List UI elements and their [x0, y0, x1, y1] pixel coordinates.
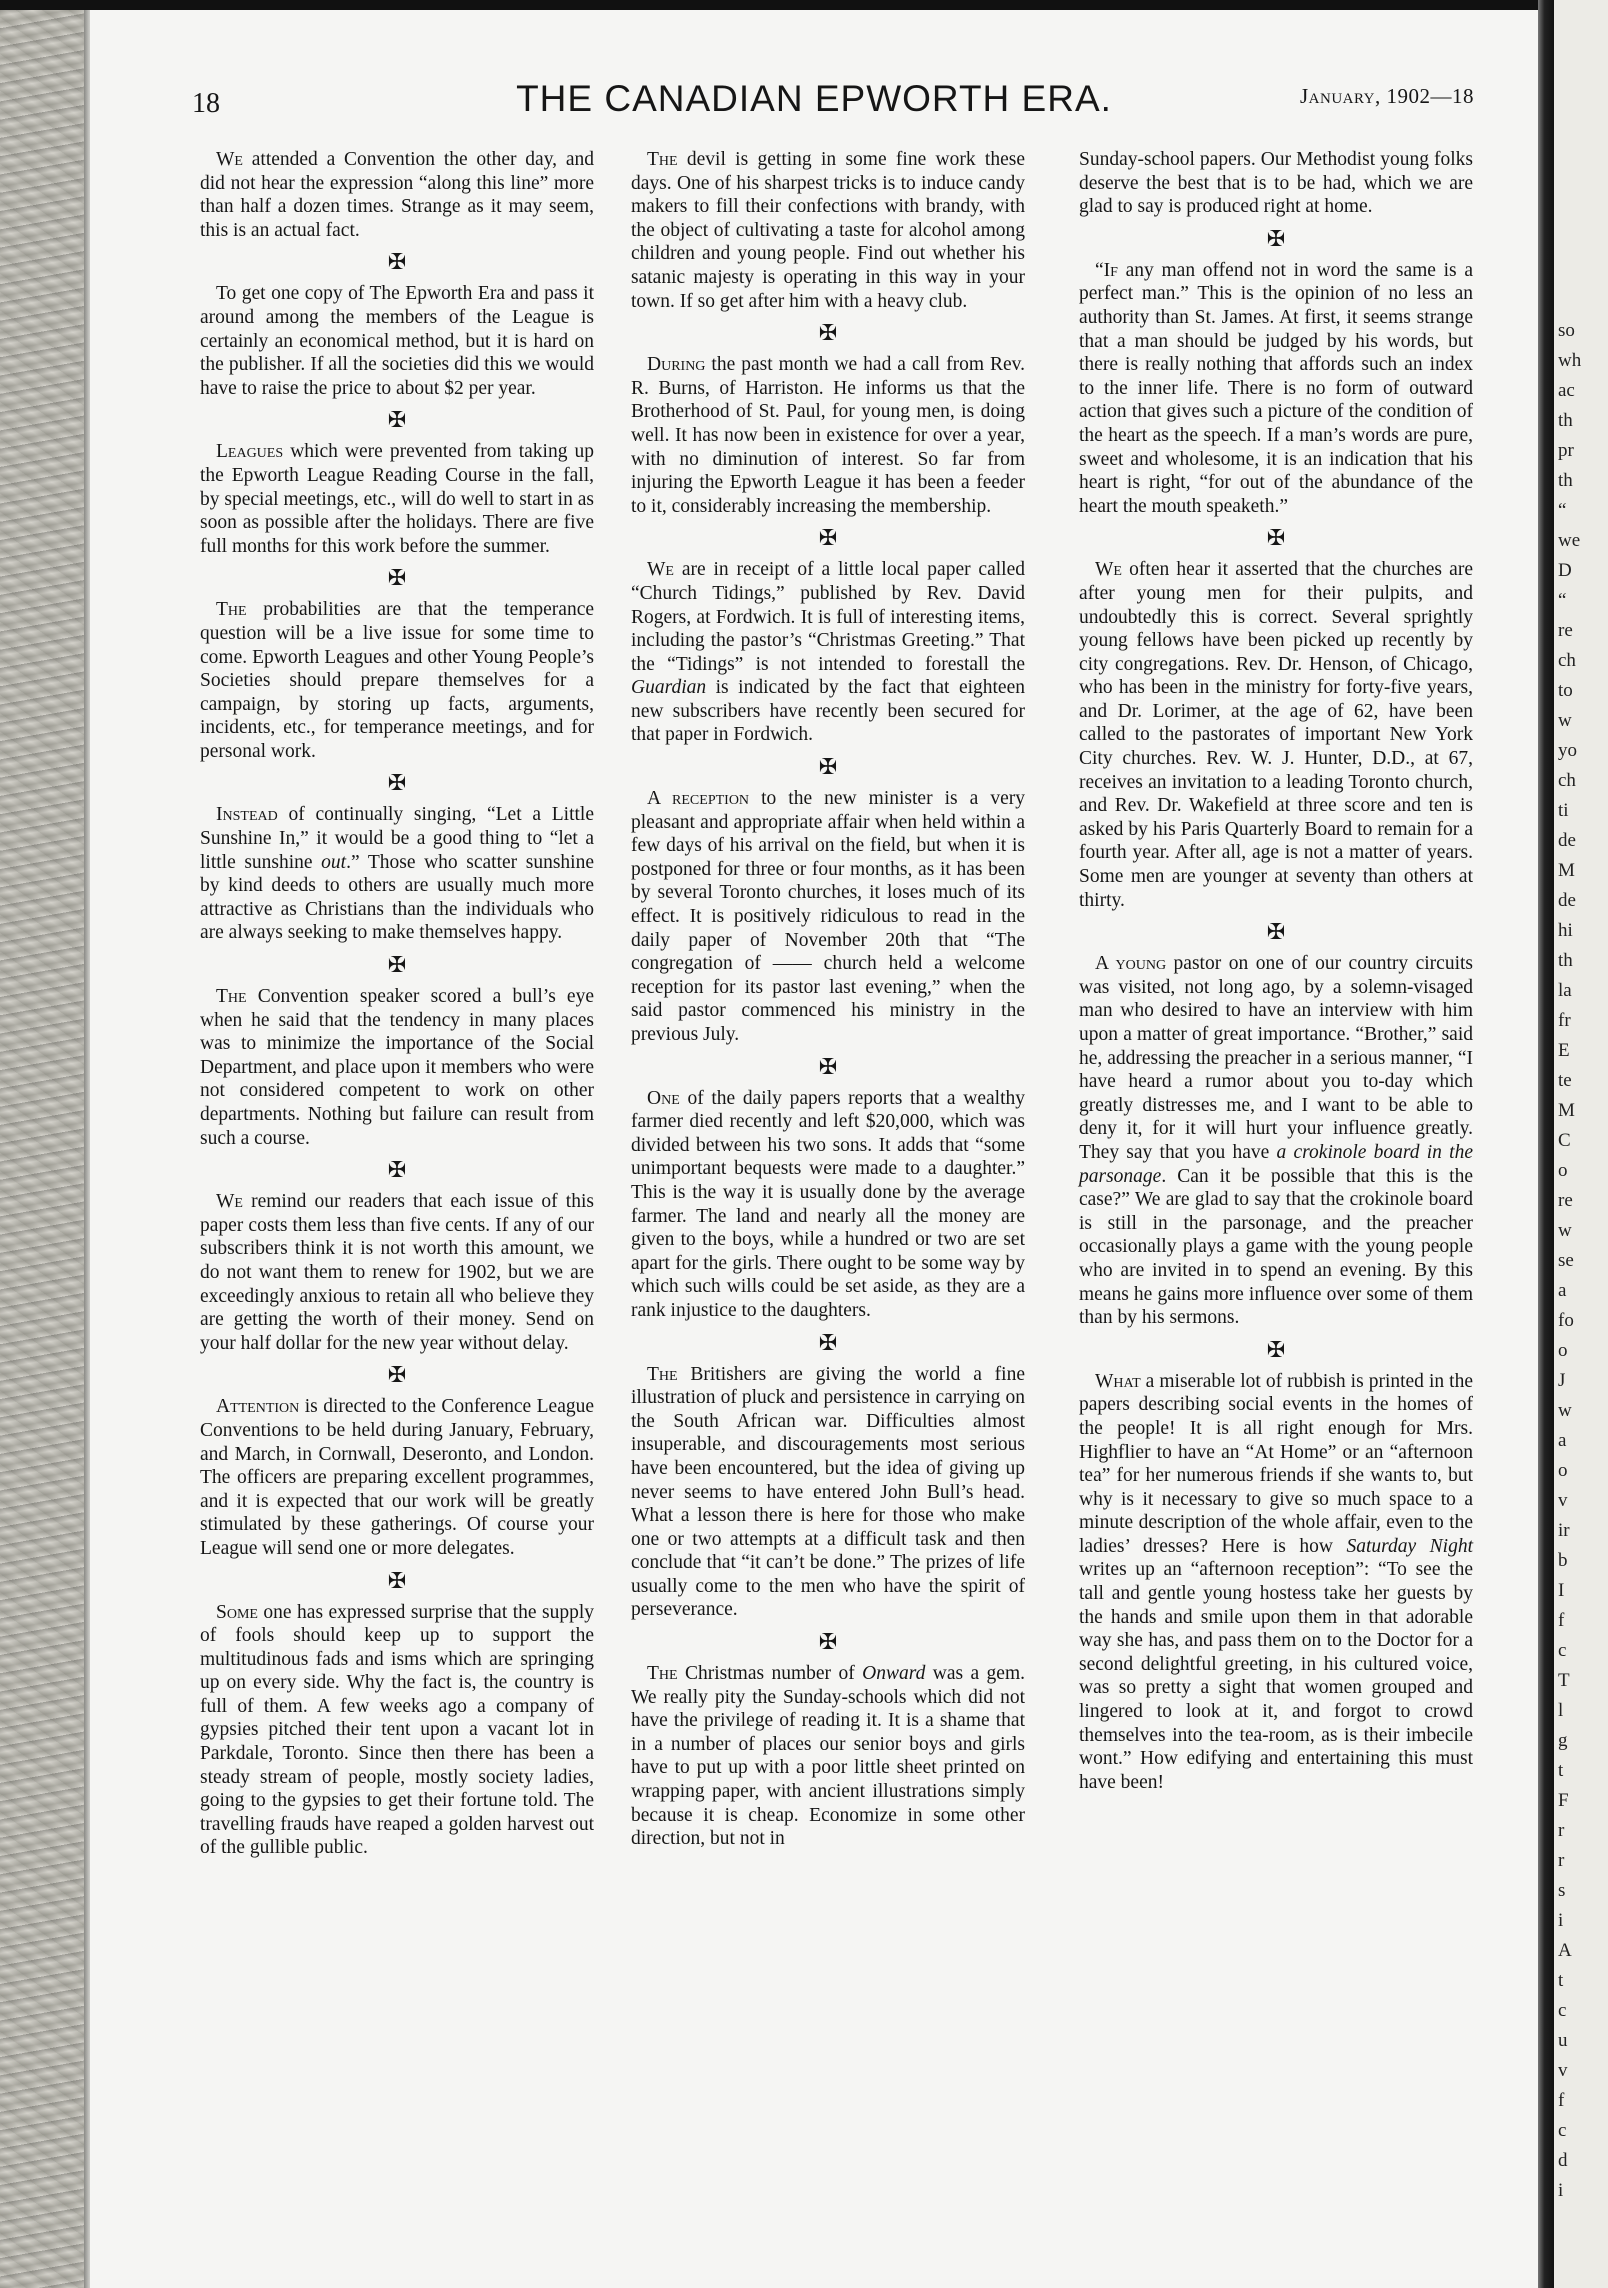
facing-page-text-fragment: we — [1558, 530, 1581, 551]
facing-page-text-fragment: la — [1558, 980, 1572, 1001]
facing-page-text-fragment: re — [1558, 1190, 1573, 1211]
facing-page-text-fragment: “ — [1558, 500, 1567, 521]
paragraph-lead-word: One — [647, 1087, 680, 1109]
paragraph-body: Sunday-school papers. Our Methodist young folks deserve the best that is to be had, which we are glad to say is produced right at home. — [1079, 149, 1473, 218]
newspaper-page — [90, 10, 1538, 2288]
paragraph-lead-word: We — [647, 559, 674, 581]
paragraph-body: is directed to the Conference League Conventions to be held during January, February, and March, in Cornwall, Deseronto, and London. The officers are preparing excellent programmes, and it is expected that our work will be greatly stimulated by these gatherings. Of course your League will send one or more delegates. — [200, 1396, 594, 1559]
facing-page-text-fragment: fo — [1558, 1310, 1574, 1331]
adjacent-page-strip-left — [0, 10, 84, 2288]
article-paragraph — [200, 148, 594, 242]
facing-page-text-fragment: th — [1558, 410, 1573, 431]
paragraph-lead-word: What — [1095, 1370, 1141, 1392]
paragraph-body: To get one copy of The Epworth Era and pass it around among the members of the League is certainly an economical method, but it is hard on the publisher. If all the societies did this we would have to raise the price to about $2 per year. — [200, 283, 594, 399]
article-paragraph — [200, 985, 594, 1150]
facing-page-text-fragment: l — [1558, 1700, 1564, 1721]
section-ornament: ✠ — [387, 770, 407, 796]
facing-page-text-fragment: g — [1558, 1730, 1568, 1751]
facing-page-text-fragment: te — [1558, 1070, 1572, 1091]
paragraph-body: pastor on one of our country circuits was visited, not long ago, by a solemn-visaged man who desired to have an interview with him upon a matter of great importance. “Brother,” said he, addressing the preacher in a serious manner, “I have heard a rumor about you to-day which greatly distresses me, and I want to be able to deny it, for it will hurt your influence greatly. They say that you have a crokinole board in the parsonage. Can it be possible that this is the case?” We are glad to say that the crokinole board is still in the parsonage, and the preacher occasionally plays a game with the young people who are invited in to spend an evening. By this means he gains more influence over some of them than by his sermons. — [1079, 953, 1474, 1329]
paragraph-body: attended a Convention the other day, and did not hear the expression “along this line” more than half a dozen times. Strange as it may seem, this is an actual fact. — [200, 149, 594, 241]
section-ornament: ✠ — [818, 1629, 838, 1655]
facing-page-text-fragment: w — [1558, 710, 1572, 731]
issue-dateline: January, 1902—18 — [1300, 84, 1475, 108]
facing-page-text-fragment: b — [1558, 1550, 1568, 1571]
facing-page-text-fragment: C — [1558, 1130, 1571, 1151]
facing-page-text-fragment: pr — [1558, 440, 1574, 461]
facing-page-text-fragment: to — [1558, 680, 1573, 701]
paragraph-body: a miserable lot of rubbish is printed in the papers describing social events in the homes of the people! It is all right enough for Mrs. Highflier to have an “At Home” or an “afternoon tea” for her numerous friends if she wants to, but why is it necessary to give so much space to a minute description of the whole affair, even to the ladies’ dresses? Here is how Saturday Night writes up an “afternoon reception”: “To see the tall and gentle young hostess take her guests by the hands and smile upon them in that adorable way she has, and pass them on to the Doctor for a second delightful greeting, in his cultured voice, was so pretty a sight that women grouped and lingered to look at it, and forgot to crowd themselves into the tea-room, as is their imbecile wont.” How edifying and entertaining this must have been! — [1079, 1370, 1473, 1793]
paragraph-body: remind our readers that each issue of this paper costs them less than five cents. If any of our subscribers think it is not worth this amount, we do not want them to renew for 1902, but we are exceedingly anxious to retain all who believe they are getting the worth of their money. Send on your half dollar for the new year without delay. — [200, 1191, 594, 1354]
text-column-3 — [1079, 148, 1473, 1794]
facing-page-text-fragment: i — [1558, 1910, 1564, 1931]
facing-page-text-fragment: ac — [1558, 380, 1575, 401]
facing-page-text-fragment: c — [1558, 1640, 1567, 1661]
paragraph-lead-word: Some — [216, 1601, 258, 1623]
facing-page-text-fragment: se — [1558, 1250, 1574, 1271]
facing-page-text-fragment: M — [1558, 1100, 1575, 1121]
paragraph-lead-word: Instead — [216, 804, 278, 826]
article-paragraph — [1079, 148, 1473, 219]
scan-border-top — [0, 0, 1608, 10]
paragraph-body: Christmas number of Onward was a gem. We really pity the Sunday-schools which did not have the privilege of reading it. It is a shame that in a number of places our senior boys and girls have to put up with a poor little sheet printed on wrapping paper, with ancient illustrations simply because it is cheap. Economize in some other direction, but not in — [631, 1663, 1025, 1850]
section-ornament: ✠ — [387, 407, 407, 433]
facing-page-text-fragment: ti — [1558, 800, 1569, 821]
facing-page-text-fragment: u — [1558, 2030, 1568, 2051]
paragraph-body: probabilities are that the temperance question will be a live issue for some time to come. Epworth Leagues and other Young People’s Societies should prepare themselves for a campaign, by storing up facts, arguments, incidents, etc., for temperance meetings, and for personal work. — [200, 599, 594, 762]
facing-page-text-fragment: ch — [1558, 770, 1576, 791]
paragraph-lead-word: We — [216, 149, 243, 170]
paragraph-body: Britishers are giving the world a fine illustration of pluck and persistence in carrying on the South African war. Difficulties almost insuperable, and discouragements most serious have been encountered, but the idea of giving up never seems to have entered John Bull’s head. What a lesson there is here for those who make one or two attempts at a difficult task and then conclude that “it can’t be done.” The prizes of life usually come to the men who have the spirit of perseverance. — [631, 1363, 1025, 1621]
section-ornament: ✠ — [387, 565, 407, 591]
article-paragraph — [631, 1662, 1025, 1851]
section-ornament: ✠ — [818, 754, 838, 780]
section-ornament: ✠ — [818, 320, 838, 346]
text-column-1 — [200, 148, 594, 1860]
section-ornament: ✠ — [1266, 919, 1286, 945]
section-ornament: ✠ — [1266, 1336, 1286, 1362]
section-ornament: ✠ — [1266, 525, 1286, 551]
paragraph-lead-word: “If — [1095, 259, 1118, 281]
facing-page-text-fragment: d — [1558, 2150, 1568, 2171]
facing-page-text-fragment: o — [1558, 1160, 1568, 1181]
facing-page-text-fragment: re — [1558, 620, 1573, 641]
article-paragraph — [631, 787, 1025, 1047]
facing-page-text-fragment: de — [1558, 890, 1576, 911]
facing-page-text-fragment: o — [1558, 1460, 1568, 1481]
article-paragraph — [200, 1601, 594, 1861]
page-number: 18 — [192, 88, 220, 119]
article-paragraph — [200, 598, 594, 763]
facing-page-text-fragment: a — [1558, 1280, 1567, 1301]
facing-page-text-fragment: w — [1558, 1400, 1572, 1421]
facing-page-text-fragment: f — [1558, 1610, 1565, 1631]
facing-page-text-fragment: F — [1558, 1790, 1569, 1811]
facing-page-text-fragment: A — [1558, 1940, 1572, 1961]
facing-page-text-fragment: t — [1558, 1970, 1564, 1991]
paragraph-lead-word: We — [1095, 559, 1122, 581]
section-ornament: ✠ — [818, 1053, 838, 1079]
article-paragraph — [631, 1363, 1025, 1623]
facing-page-text-fragment: s — [1558, 1880, 1566, 1901]
facing-page-text-fragment: f — [1558, 2090, 1565, 2111]
paragraph-body: are in receipt of a little local paper called “Church Tidings,” published by Rev. David Rogers, at Fordwich. It is full of interesting items, including the pastor’s “Christmas Greeting.” That the “Tidings” is not intended to forestall the Guardian is indicated by the fact that eighteen new subscribers have recently been secured for that paper in Fordwich. — [631, 559, 1025, 746]
facing-page-text-fragment: c — [1558, 2000, 1567, 2021]
facing-page-text-fragment: w — [1558, 1220, 1572, 1241]
article-paragraph — [200, 440, 594, 558]
facing-page-text-fragment: I — [1558, 1580, 1565, 1601]
paragraph-lead-word: The — [647, 149, 678, 170]
text-column-2 — [631, 148, 1025, 1851]
article-paragraph — [200, 1190, 594, 1355]
facing-page-fragment — [1554, 0, 1608, 2288]
masthead-title: THE CANADIAN EPWORTH ERA. — [516, 78, 1112, 119]
section-ornament: ✠ — [387, 1157, 407, 1183]
paragraph-lead-word: The — [647, 1663, 678, 1685]
paragraph-lead-word: We — [216, 1191, 243, 1213]
paragraph-lead-word: A reception — [647, 788, 750, 810]
paragraph-body: Convention speaker scored a bull’s eye when he said that the tendency in many places was to minimize the importance of the Social Department, and place upon it members who were not considered competent to work on other departments. Nothing but failure can result from such a course. — [200, 986, 594, 1149]
facing-page-text-fragment: T — [1558, 1670, 1570, 1691]
article-paragraph — [631, 1087, 1025, 1323]
paragraph-lead-word: Attention — [216, 1396, 300, 1418]
facing-page-text-fragment: D — [1558, 560, 1572, 581]
article-paragraph — [631, 353, 1025, 518]
section-ornament: ✠ — [818, 1329, 838, 1355]
facing-page-text-fragment: t — [1558, 1760, 1564, 1781]
paragraph-lead-word: The — [216, 986, 247, 1008]
facing-page-text-fragment: fr — [1558, 1010, 1571, 1031]
paragraph-body: to the new minister is a very pleasant and appropriate affair when held within a few days of his arrival on the field, but when it is postponed for three or four months, as it has been by several Toronto churches, it loses much of its effect. It is positively ridiculous to read in the daily paper of November 20th that “The congregation of —— church held a welcome reception for its pastor last evening,” when the said pastor commenced his ministry in the previous July. — [631, 788, 1025, 1045]
facing-page-text-fragment: r — [1558, 1850, 1565, 1871]
paragraph-lead-word: The — [647, 1363, 678, 1385]
paragraph-lead-word: Leagues — [216, 441, 284, 463]
article-paragraph — [631, 558, 1025, 747]
facing-page-text-fragment: E — [1558, 1040, 1570, 1061]
article-paragraph — [631, 148, 1025, 313]
facing-page-text-fragment: a — [1558, 1430, 1567, 1451]
facing-page-text-fragment: M — [1558, 860, 1575, 881]
binding-gutter — [1538, 0, 1554, 2288]
facing-page-text-fragment: de — [1558, 830, 1576, 851]
article-paragraph — [1079, 558, 1473, 912]
article-paragraph — [200, 282, 594, 400]
article-paragraph — [200, 803, 594, 945]
facing-page-text-fragment: th — [1558, 950, 1573, 971]
facing-page-text-fragment: th — [1558, 470, 1573, 491]
article-paragraph — [1079, 952, 1473, 1330]
facing-page-text-fragment: o — [1558, 1340, 1568, 1361]
facing-page-text-fragment: hi — [1558, 920, 1573, 941]
section-ornament: ✠ — [387, 1567, 407, 1593]
facing-page-text-fragment: ch — [1558, 650, 1576, 671]
facing-page-text-fragment: i — [1558, 2180, 1564, 2201]
section-ornament: ✠ — [387, 952, 407, 978]
facing-page-text-fragment: v — [1558, 2060, 1568, 2081]
facing-page-text-fragment: v — [1558, 1490, 1568, 1511]
section-ornament: ✠ — [1266, 225, 1286, 251]
paragraph-body: of continually singing, “Let a Little Sunshine In,” it would be a good thing to “let a little sunshine out.” Those who scatter sunshine by kind deeds to others are usually much more attractive as Christians than the individuals who are always seeking to make themselves happy. — [200, 804, 594, 944]
section-ornament: ✠ — [387, 1362, 407, 1388]
facing-page-text-fragment: yo — [1558, 740, 1577, 761]
paragraph-body: the past month we had a call from Rev. R. Burns, of Harriston. He informs us that the Brotherhood of St. Paul, for young men, is doing well. It has now been in existence for over a year, with no diminution of interest. So far from injuring the Epworth League it has been a feeder to it, considerably increasing the membership. — [631, 354, 1025, 517]
paragraph-lead-word: During — [647, 354, 706, 376]
facing-page-text-fragment: J — [1558, 1370, 1566, 1391]
facing-page-text-fragment: so — [1558, 320, 1575, 341]
paragraph-body: devil is getting in some fine work these days. One of his sharpest tricks is to induce candy makers to fill their confections with brandy, with the object of cultivating a taste for alcohol among children and young people. Find out whether his satanic majesty is operating in this way in your town. If so get after him with a heavy club. — [631, 149, 1025, 312]
facing-page-text-fragment: “ — [1558, 590, 1567, 611]
paragraph-lead-word: The — [216, 599, 247, 621]
page-header — [90, 78, 1538, 138]
facing-page-text-fragment: c — [1558, 2120, 1567, 2141]
section-ornament: ✠ — [818, 525, 838, 551]
paragraph-body: of the daily papers reports that a wealthy farmer died recently and left $20,000, which was divided between his two sons. It adds that “some unimportant bequests were made to a daughter.” This is the way it is usually done by the average farmer. The land and nearly all the money are given to the boys, while a hundred or two are set apart for the girls. There ought to be some way by which such wills could be set aside, as they are a rank injustice to the daughters. — [631, 1087, 1025, 1321]
paragraph-body: which were prevented from taking up the Epworth League Reading Course in the fall, by special meetings, etc., will do well to start in as soon as possible after the holidays. There are five full months for this work before the summer. — [200, 441, 594, 557]
paragraph-body: one has expressed surprise that the supply of fools should keep up to support the multitudinous fads and isms which are springing up on every side. Why the fact is, the country is full of them. A few weeks ago a company of gypsies pitched their tent upon a vacant lot in Parkdale, Toronto. Since then there has been a steady stream of people, mostly society ladies, going to the gypsies to get their fortune told. The travelling frauds have reaped a golden harvest out of the gullible public. — [200, 1601, 594, 1859]
article-paragraph — [1079, 1370, 1473, 1795]
paragraph-lead-word: A young — [1095, 953, 1167, 975]
section-ornament: ✠ — [387, 249, 407, 275]
article-paragraph — [1079, 259, 1473, 519]
paragraph-body: often hear it asserted that the churches are after young men for their pulpits, and undoubtedly this is correct. Several sprightly young fellows have been picked up recently by city congregations. Rev. Dr. Henson, of Chicago, who has been in the ministry for forty-five years, and Dr. Lorimer, at the age of 62, have been called to the pastorates of important New York City churches. Rev. W. J. Hunter, D.D., at 67, receives an invitation to a leading Toronto church, and Rev. Dr. Wakefield at three score and ten is asked by his Paris Quarterly Board to remain for a fourth year. After all, age is not a matter of years. Some men are younger at seventy than others at thirty. — [1079, 559, 1473, 911]
facing-page-text-fragment: r — [1558, 1820, 1565, 1841]
facing-page-text-fragment: wh — [1558, 350, 1582, 371]
facing-page-text-fragment: ir — [1558, 1520, 1570, 1541]
article-paragraph — [200, 1395, 594, 1560]
paragraph-body: any man offend not in word the same is a perfect man.” This is the opinion of no less an authority than St. James. At first, it seems strange that a man should be judged by his words, but there is really nothing that affords such an index to the inner life. There is no form of outward action that gives such a picture of the condition of the heart as the speech. If a man’s words are pure, sweet and wholesome, it is an indication that his heart is right, “for out of the abundance of the heart the mouth speaketh.” — [1079, 259, 1473, 517]
